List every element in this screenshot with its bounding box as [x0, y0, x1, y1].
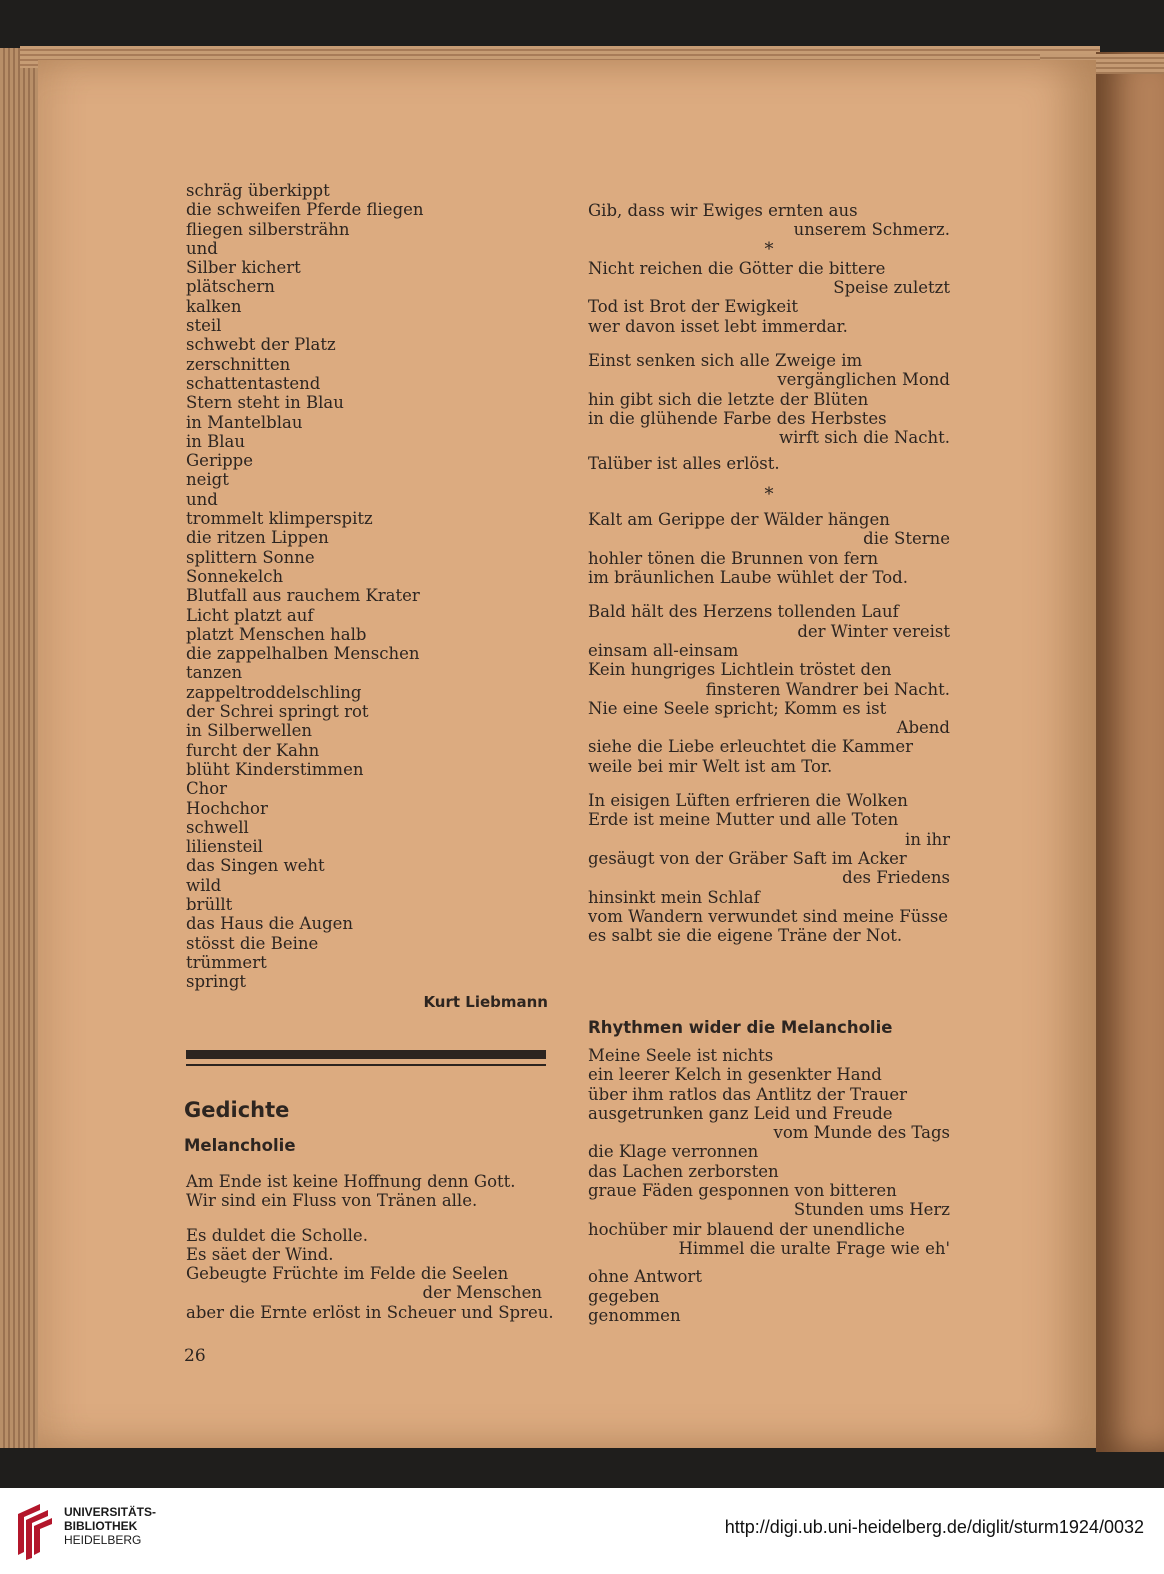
poem-line: ausgetrunken ganz Leid und Freude [588, 1103, 893, 1123]
left-poem-column [186, 181, 548, 1011]
poem-line: vergänglichen Mond [777, 370, 950, 390]
poem-line: Einst senken sich alle Zweige im [588, 351, 863, 371]
poem-line: weile bei mir Welt ist am Tor. [588, 756, 833, 776]
library-name-line: HEIDELBERG [64, 1533, 142, 1547]
poem-line: Erde ist meine Mutter und alle Toten [588, 810, 899, 830]
poem-line: liliensteil [186, 837, 263, 857]
poem-line: furcht der Kahn [186, 740, 320, 760]
author-name: Kurt Liebmann [423, 993, 548, 1012]
poem-line: Tod ist Brot der Ewigkeit [588, 297, 799, 317]
poem-line: brüllt [186, 894, 233, 914]
poem-line: Hochchor [186, 798, 268, 818]
poem-line: Silber kichert [186, 258, 301, 278]
poem-line: zappeltroddelschling [186, 682, 362, 702]
poem-line: schattentastend [186, 373, 321, 393]
section-divider-thick [186, 1050, 546, 1059]
poem-line: Es säet der Wind. [186, 1244, 334, 1264]
poem-line: Kein hungriges Lichtlein tröstet den [588, 660, 892, 680]
poem-line: Stern steht in Blau [186, 393, 344, 413]
poem-line: fliegen silbersträhn [186, 219, 350, 239]
poem-line: ein leerer Kelch in gesenkter Hand [588, 1065, 882, 1085]
poem-line: trommelt klimperspitz [186, 509, 373, 529]
poem-line: schwell [186, 817, 249, 837]
poem-line: Abend [896, 718, 950, 738]
poem-line: Stunden ums Herz [793, 1200, 950, 1220]
section-divider-thin [186, 1064, 546, 1066]
poem-line: Kalt am Gerippe der Wälder hängen [588, 510, 890, 530]
poem-line: es salbt sie die eigene Träne der Not. [588, 926, 903, 946]
poem-line: springt [186, 972, 247, 992]
poem-line: das Singen weht [186, 856, 325, 876]
poem-line: aber die Ernte erlöst in Scheuer und Spreu. [186, 1302, 554, 1322]
section-title: Gedichte [184, 1098, 290, 1122]
rhythmen-poem [588, 1046, 950, 1325]
poem-line: das Lachen zerborsten [588, 1161, 779, 1181]
poem-line: genommen [588, 1305, 681, 1325]
right-poem-column [588, 201, 950, 945]
poem-line: Licht platzt auf [186, 605, 314, 625]
university-library-logo-icon[interactable] [14, 1500, 54, 1560]
facing-page [1096, 52, 1164, 1452]
poem-line: siehe die Liebe erleuchtet die Kammer [588, 737, 913, 757]
poem-line: Nicht reichen die Götter die bittere [588, 258, 886, 278]
poem-line: Nie eine Seele spricht; Komm es ist [588, 698, 887, 718]
poem-line: gegeben [588, 1286, 660, 1306]
poem-line: hin gibt sich die letzte der Blüten [588, 389, 869, 409]
poem-line: die Sterne [863, 529, 950, 549]
poem-line: des Friedens [842, 868, 950, 888]
poem-title-melancholie: Melancholie [184, 1136, 296, 1155]
poem-line: und [186, 489, 218, 509]
poem-line: Es duldet die Scholle. [186, 1225, 368, 1245]
asterisk-separator: * [764, 483, 774, 505]
poem-line: die schweifen Pferde fliegen [186, 200, 424, 220]
poem-line: Talüber ist alles erlöst. [588, 453, 780, 473]
poem-title-rhythmen: Rhythmen wider die Melancholie [588, 1018, 893, 1037]
asterisk-separator: * [764, 238, 774, 260]
poem-line: vom Wandern verwundet sind meine Füsse [588, 906, 949, 926]
poem-line: finsteren Wandrer bei Nacht. [705, 679, 950, 699]
footer-bar [0, 1488, 1164, 1574]
melancholie-poem [186, 1172, 554, 1322]
poem-line: über ihm ratlos das Antlitz der Trauer [588, 1084, 908, 1104]
poem-line: Wir sind ein Fluss von Tränen alle. [186, 1191, 478, 1211]
poem-line: Himmel die uralte Frage wie eh' [678, 1238, 950, 1258]
poem-line: Bald hält des Herzens tollenden Lauf [588, 602, 899, 622]
poem-line: die Klage verronnen [588, 1142, 759, 1162]
poem-line: die ritzen Lippen [186, 528, 329, 548]
poem-line: im bräunlichen Laube wühlet der Tod. [588, 568, 908, 588]
library-name-line: BIBLIOTHEK [64, 1519, 138, 1533]
poem-line: Am Ende ist keine Hoffnung denn Gott. [186, 1172, 516, 1191]
library-name-line: UNIVERSITÄTS- [64, 1505, 157, 1519]
poem-line: Meine Seele ist nichts [588, 1046, 774, 1065]
poem-line: tanzen [186, 663, 243, 683]
poem-line: Gerippe [186, 451, 253, 471]
poem-line: ohne Antwort [588, 1267, 702, 1287]
poem-line: Gebeugte Früchte im Felde die Seelen [186, 1264, 509, 1284]
poem-line: blüht Kinderstimmen [186, 759, 364, 779]
poem-line: zerschnitten [186, 354, 291, 374]
poem-line: Blutfall aus rauchem Krater [186, 586, 420, 606]
poem-line: platzt Menschen halb [186, 624, 367, 644]
poem-line: in Silberwellen [186, 721, 313, 741]
poem-line: der Schrei springt rot [186, 702, 369, 722]
poem-line: wild [186, 875, 222, 895]
poem-line: hinsinkt mein Schlaf [588, 887, 760, 907]
poem-line: graue Fäden gesponnen von bitteren [588, 1181, 897, 1201]
poem-line: einsam all-einsam [588, 640, 739, 660]
poem-line: trümmert [186, 952, 267, 972]
page-number: 26 [184, 1346, 206, 1366]
poem-line: das Haus die Augen [186, 914, 354, 934]
poem-line: Chor [186, 779, 228, 799]
poem-line: der Menschen [422, 1283, 542, 1303]
poem-line: splittern Sonne [186, 547, 315, 567]
poem-line: die zappelhalben Menschen [186, 644, 420, 664]
document-url-link[interactable]: http://digi.ub.uni-heidelberg.de/diglit/sturm1924/0032 [724, 1517, 1144, 1537]
poem-line: hochüber mir blauend der unendliche [588, 1219, 905, 1239]
poem-line: wer davon isset lebt immerdar. [588, 316, 848, 336]
poem-line: in die glühende Farbe des Herbstes [588, 408, 887, 428]
poem-line: schräg überkippt [186, 181, 330, 200]
poem-line: gesäugt von der Gräber Saft im Acker [588, 848, 907, 868]
poem-line: in Blau [186, 431, 246, 451]
poem-line: unserem Schmerz. [793, 220, 950, 240]
poem-line: Gib, dass wir Ewiges ernten aus [588, 201, 858, 220]
book-edge [0, 48, 40, 1448]
poem-lines [186, 181, 548, 991]
poem-line: stösst die Beine [186, 933, 319, 953]
poem-line: vom Munde des Tags [773, 1123, 950, 1143]
poem-line: der Winter vereist [797, 621, 950, 641]
poem-line: wirft sich die Nacht. [779, 428, 950, 448]
poem-line: hohler tönen die Brunnen von fern [588, 548, 879, 568]
poem-line: schwebt der Platz [186, 335, 336, 355]
poem-line: plätschern [186, 277, 275, 297]
poem-line: steil [186, 316, 222, 336]
poem-line: Sonnekelch [186, 566, 284, 586]
poem-line: in Mantelblau [186, 412, 303, 432]
poem-line: Speise zuletzt [833, 278, 950, 298]
poem-line: kalken [186, 296, 242, 316]
poem-line: neigt [186, 470, 229, 490]
poem-line: In eisigen Lüften erfrieren die Wolken [588, 791, 908, 811]
library-name[interactable] [64, 1505, 156, 1547]
poem-line: in ihr [905, 829, 950, 849]
poem-line: und [186, 238, 218, 258]
